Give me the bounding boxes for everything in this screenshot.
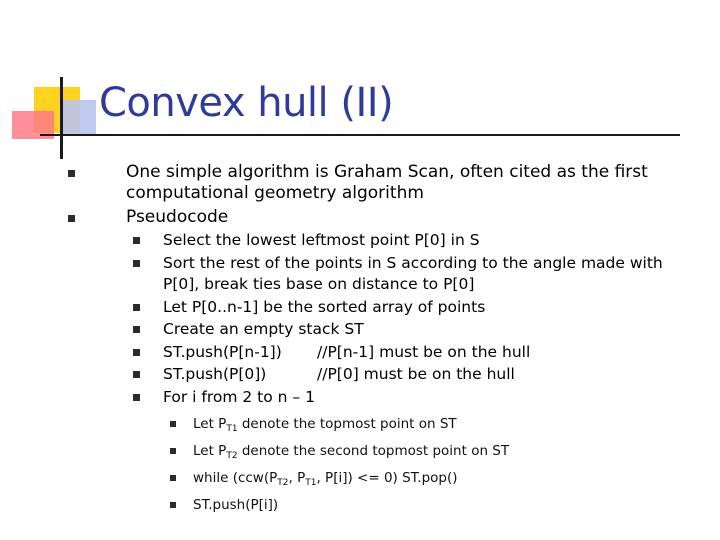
- pseudocode-text: Let P[0..n-1] be the sorted array of points: [163, 297, 486, 316]
- pseudocode-line: [133, 342, 676, 364]
- pseudocode-list: [133, 230, 676, 516]
- pseudocode-text: Sort the rest of the points in S according to the angle made with P[0], break ties base on distance to P[0]: [163, 253, 663, 293]
- pseudocode-line: [133, 230, 676, 252]
- square-bullet-icon: [133, 326, 140, 333]
- bullet-text: Pseudocode: [126, 207, 229, 227]
- pseudocode-text: For i from 2 to n – 1: [163, 387, 315, 406]
- square-bullet-icon: [170, 502, 176, 508]
- square-bullet-icon: [170, 421, 176, 427]
- loop-text: while (ccw(P: [193, 470, 278, 486]
- pseudocode-text: Create an empty stack ST: [163, 320, 364, 338]
- square-bullet-icon: [133, 394, 140, 401]
- loop-body-list: [165, 413, 676, 516]
- pseudocode-comment: //P[n-1] must be on the hull: [317, 342, 531, 361]
- subscript: T2: [277, 478, 289, 488]
- slide-body: [96, 162, 676, 519]
- loop-text: Let P: [193, 416, 227, 432]
- loop-text: , P: [288, 470, 306, 486]
- subscript: T1: [226, 424, 238, 434]
- pseudocode-text: Select the lowest leftmost point P[0] in S: [163, 231, 480, 249]
- title-underline: [40, 134, 680, 136]
- loop-text: Let P: [193, 443, 227, 459]
- pseudocode-text: ST.push(P[n-1]): [163, 342, 282, 361]
- decor-blue-square: [60, 100, 96, 136]
- pseudocode-text: ST.push(P[0]): [163, 365, 267, 383]
- pseudocode-line: [133, 253, 676, 296]
- square-bullet-icon: [133, 260, 140, 267]
- square-bullet-icon: [170, 448, 176, 454]
- bullet-item: [96, 207, 676, 516]
- bullet-item: [96, 162, 676, 204]
- loop-text: denote the topmost point on ST: [237, 416, 457, 432]
- bullet-list: [96, 162, 676, 516]
- pseudocode-line: [133, 319, 676, 341]
- subscript: T1: [305, 478, 317, 488]
- square-bullet-icon: [170, 475, 176, 481]
- loop-text: denote the second topmost point on ST: [237, 443, 510, 459]
- square-bullet-icon: [133, 349, 140, 356]
- loop-line: [165, 413, 676, 440]
- bullet-text: One simple algorithm is Graham Scan, often cited as the first computational geometry algorithm: [126, 162, 648, 203]
- square-bullet-icon: [133, 304, 140, 311]
- loop-text: ST.push(P[i]): [193, 497, 279, 513]
- square-bullet-icon: [68, 215, 75, 222]
- loop-line: [165, 440, 676, 467]
- square-bullet-icon: [68, 170, 75, 177]
- pseudocode-comment: //P[0] must be on the hull: [317, 365, 515, 383]
- pseudocode-line: [133, 297, 676, 319]
- decor-vertical-line: [60, 77, 63, 159]
- slide-title: Convex hull (II): [99, 80, 394, 126]
- loop-line: [165, 467, 676, 494]
- square-bullet-icon: [133, 237, 140, 244]
- loop-text: , P[i]) <= 0) ST.pop(): [316, 470, 458, 486]
- pseudocode-line: [133, 387, 676, 517]
- square-bullet-icon: [133, 371, 140, 378]
- pseudocode-line: [133, 364, 676, 386]
- subscript: T2: [226, 451, 238, 461]
- loop-line: [165, 494, 676, 516]
